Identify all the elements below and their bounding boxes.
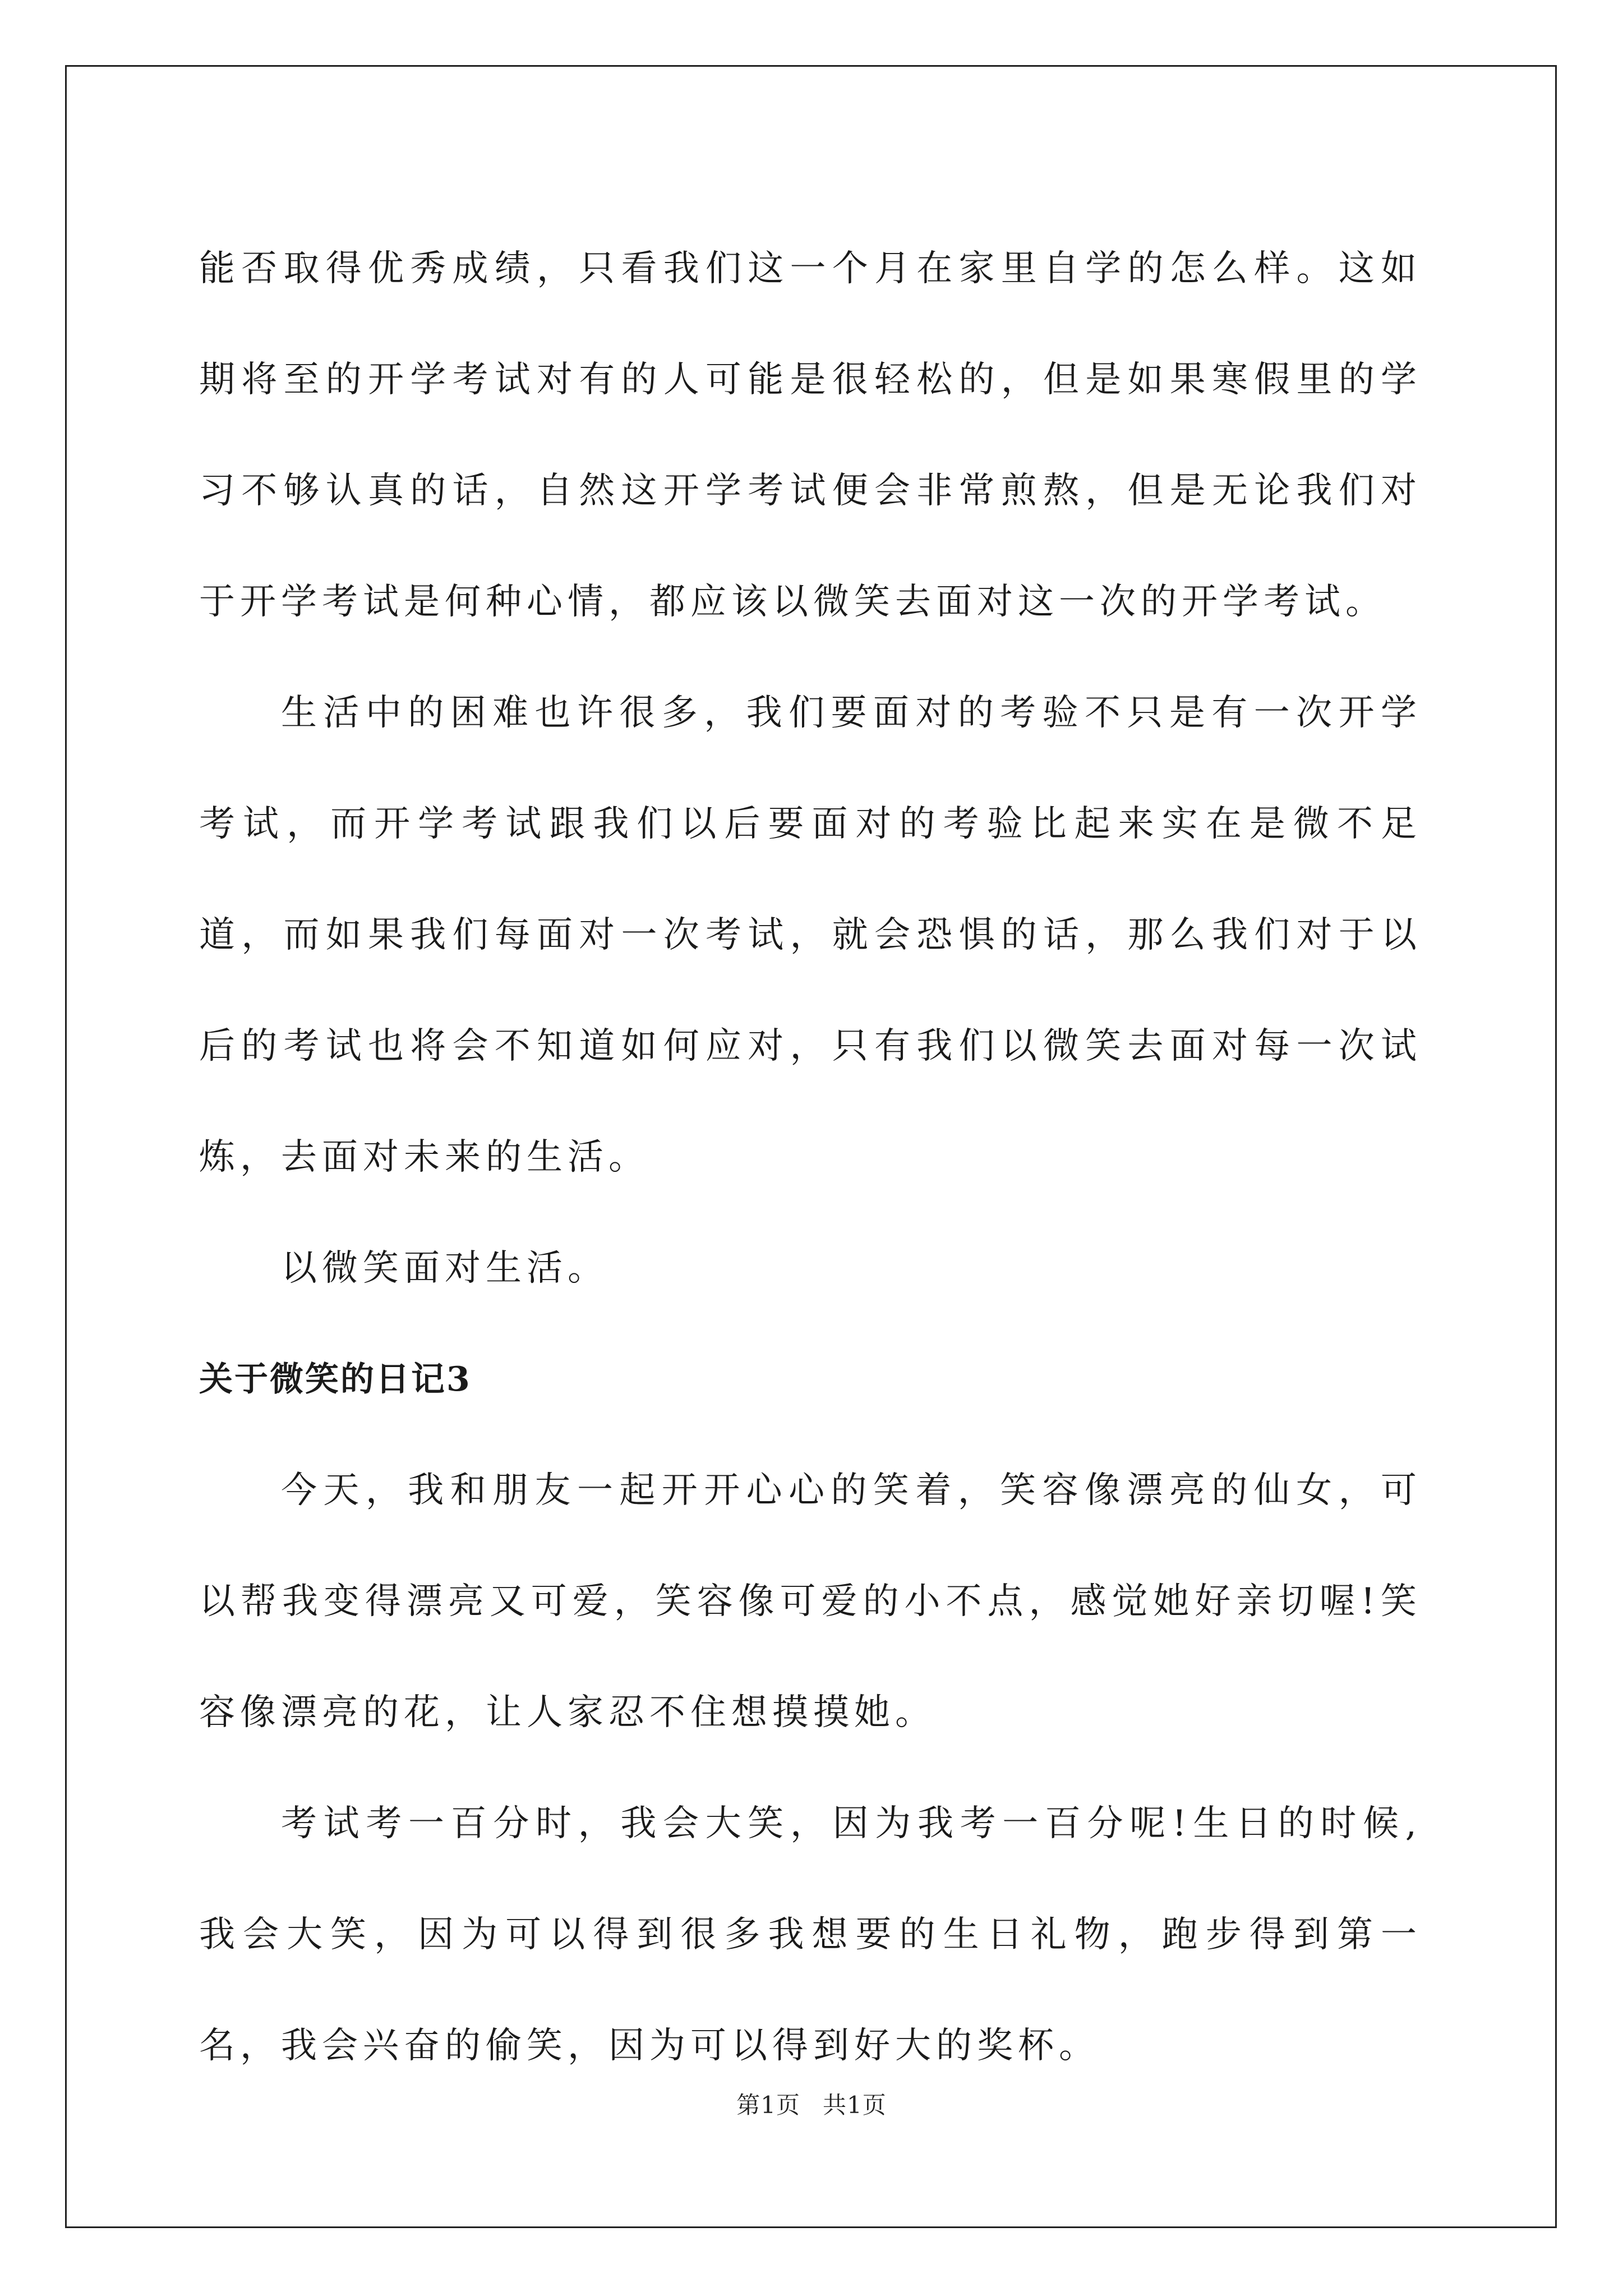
paragraph: 考试考一百分时，我会大笑，因为我考一百分呢!生日的时候,我会大笑，因为可以得到很多我想要的生日礼物，跑步得到第一名，我会兴奋的偷笑，因为可以得到好大的奖杯。 bbox=[199, 1803, 1422, 2067]
paragraph: 生活中的困难也许很多，我们要面对的考验不只是有一次开学考试，而开学考试跟我们以后要面对的考验比起来实在是微不足道，而如果我们每面对一次考试，就会恐惧的话，那么我们对于以后的考试也将会不知道如何应对，只有我们以微笑去面对每一次试炼，去面对未来的生活。 bbox=[199, 692, 1422, 1178]
page-number: 第1页 bbox=[736, 2091, 800, 2119]
section-heading: 关于微笑的日记3 bbox=[199, 1360, 472, 1399]
paragraph-continued: 能否取得优秀成绩，只看我们这一个月在家里自学的怎么样。这如期将至的开学考试对有的人可能是很轻松的，但是如果寒假里的学习不够认真的话，自然这开学考试便会非常煎熬，但是无论我们对于开学考试是何种心情，都应该以微笑去面对这一次的开学考试。 bbox=[199, 248, 1422, 623]
paragraph: 以微笑面对生活。 bbox=[281, 1248, 608, 1289]
page-total: 共1页 bbox=[823, 2091, 887, 2119]
page-footer bbox=[0, 2087, 1623, 2120]
paragraph: 今天，我和朋友一起开开心心的笑着，笑容像漂亮的仙女，可以帮我变得漂亮又可爱，笑容像可爱的小不点，感觉她好亲切喔!笑容像漂亮的花，让人家忍不住想摸摸她。 bbox=[199, 1470, 1422, 1733]
document-body bbox=[199, 213, 1422, 2101]
